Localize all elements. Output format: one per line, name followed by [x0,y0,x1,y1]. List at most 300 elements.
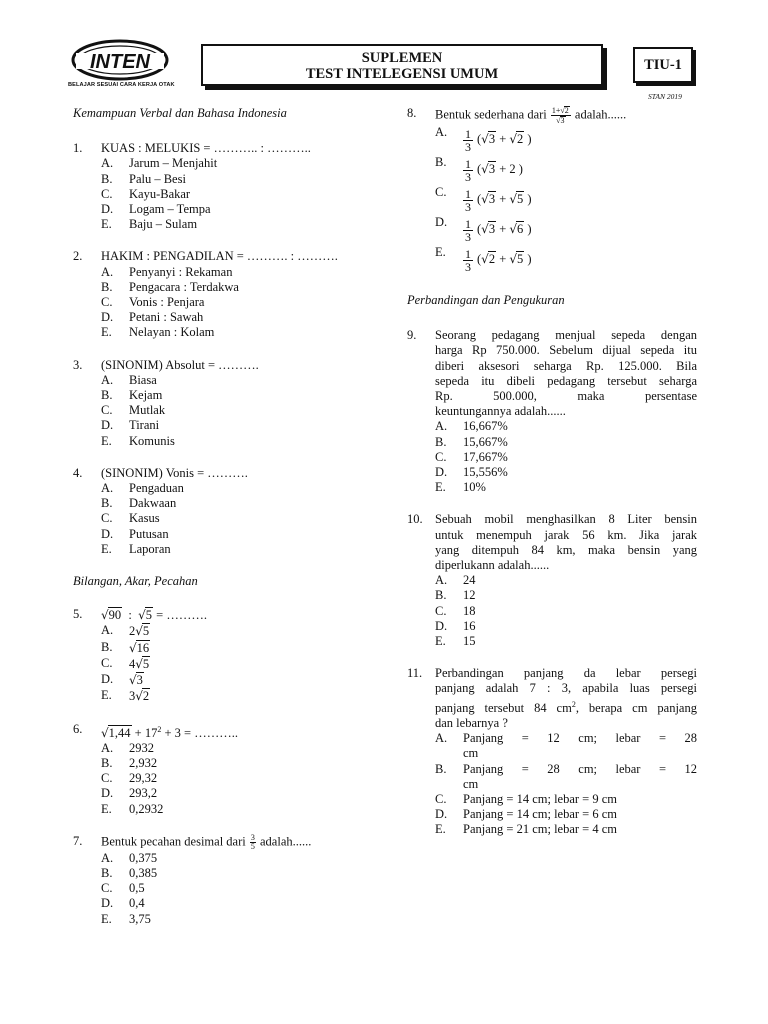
option-text: 2,932 [129,756,158,771]
numerator: 1 [465,247,471,261]
section-title-perbandingan: Perbandingan dan Pengukuran [407,293,565,307]
option-expression [129,624,150,638]
option-text: 0,5 [129,881,145,896]
radicand: 3 [488,222,496,237]
option-item [101,295,373,310]
option-item [101,373,373,388]
question-text-line: Perbandingan panjang da lebar persegi [435,666,697,681]
options-list [73,265,373,341]
option-text: Kejam [129,388,163,403]
radicand: 1,44 [108,725,131,740]
option-letter: B. [101,388,113,403]
option-item [435,155,697,185]
radicand: 2 [142,689,150,704]
fraction [250,834,256,851]
option-letter: A. [101,623,114,638]
option-item [435,762,697,792]
option-letter: C. [101,186,113,201]
option-item [101,403,373,418]
option-letter: C. [435,185,447,199]
option-letter: A. [101,740,114,755]
option-item [435,604,697,619]
option-letter: D. [101,418,114,433]
question-text-line: Rp. 500.000, maka persentase [435,389,697,404]
question-number: 11. [407,666,423,681]
option-letter: C. [101,771,113,786]
option-letter: C. [101,403,113,418]
sqrt-sign: √ [135,689,143,704]
option-letter: D. [435,807,448,822]
option-text: 0,2932 [129,801,164,816]
option-text-line: Panjang = 14 cm; lebar = 6 cm [463,807,617,822]
radicand: 2 [517,132,524,147]
option-text: 16,667% [463,419,508,434]
option-text: Logam – Tempa [129,202,211,217]
option-item [101,866,373,881]
option-letter: B. [435,155,447,169]
option-letter: E. [101,911,112,926]
option-expression: (√3 + √6 ) [477,222,532,237]
option-letter: E. [435,634,446,649]
sqrt-sign: √ [129,640,137,655]
question-text-last-line: dan lebarnya ? [435,716,508,731]
option-item [435,450,697,465]
option-letter: C. [101,881,113,896]
term: 2 [509,162,516,177]
option-text-line: Panjang = 21 cm; lebar = 4 cm [463,822,617,837]
option-letter: D. [101,310,114,325]
option-text: 0,385 [129,866,158,881]
denominator: 3 [465,140,471,154]
sqrt-sign: √ [129,673,137,688]
option-item [101,741,373,756]
sqrt-sign: √ [135,656,143,671]
option-text: 293,2 [129,786,158,801]
left-column [73,106,373,944]
option-letter: C. [101,295,113,310]
option-item [435,435,697,450]
option-expression: (√3 + 2 ) [477,162,523,177]
right-column [407,106,697,855]
radicand: 5 [517,192,524,207]
question-text: (SINONIM) Absolut = ………. [101,357,259,372]
numerator: 1 [465,157,471,171]
option-item [101,511,373,526]
option-text: 2932 [129,740,154,755]
question-text [435,328,697,404]
option-letter: C. [435,792,447,807]
option-item [101,187,373,202]
sqrt-sign: √ [135,624,143,639]
radicand: 3 [488,192,496,207]
option-item [101,623,373,639]
radicand: 6 [517,222,524,237]
options-list [407,419,697,495]
question-text-tail: adalah...... [574,107,627,122]
option-item [101,388,373,403]
question-text [435,666,697,696]
text-part: , berapa cm panjang [575,700,697,715]
question-number: 9. [407,328,417,343]
denominator: 3 [465,260,471,274]
option-text: Kayu-Bakar [129,186,191,201]
coefficient: 4 [129,656,136,671]
option-letter: D. [435,618,448,633]
question-text-line: Sebuah mobil menghasilkan 8 Liter bensin [435,512,697,527]
option-text: 29,32 [129,771,158,786]
option-text-line: Panjang = 28 cm; lebar = 12 [463,761,697,776]
option-letter: E. [101,801,112,816]
option-letter: A. [101,481,114,496]
option-letter: A. [101,264,114,279]
option-letter: A. [435,125,448,139]
question-number: 3. [73,357,83,372]
radicand: 3 [136,673,143,688]
option-text: Petani : Sawah [129,310,204,325]
sqrt-sign: √ [509,132,518,147]
option-text: Tirani [129,418,160,433]
option-letter: E. [101,433,112,448]
option-letter: B. [101,866,113,881]
option-item [101,202,373,217]
option-item [101,434,373,449]
option-text: Putusan [129,526,169,541]
option-letter: A. [101,156,114,171]
option-item [101,771,373,786]
question-number: 8. [407,106,417,120]
question-text-line: diberi aksesori seharga Rp. 125.000. Bila [435,358,697,373]
question-text-line: harga Rp 750.000. Sebelum dijual sepeda itu [435,343,697,358]
question-expression: $√1,44 + 17^2 + 3$ = ……….. [101,724,238,740]
option-text-line: Panjang = 12 cm; lebar = 28 [463,731,697,746]
option-text: Baju – Sulam [129,217,198,232]
sqrt-sign: √ [509,252,518,267]
option-item [435,619,697,634]
logo-text: INTEN [90,51,150,73]
option-text: 15,667% [463,434,508,449]
option-text: Laporan [129,541,171,556]
question-number: 10. [407,512,423,527]
option-letter: C. [101,655,113,670]
option-item [101,656,373,672]
option-expression [129,657,150,671]
title-line-2: TEST INTELEGENSI UMUM [305,66,499,82]
radicand: 5 [517,252,524,267]
option-item [435,588,697,603]
question-number: 1. [73,141,83,156]
fraction [463,158,473,183]
expression-tail: + 3 = ……….. [164,725,238,740]
option-expression: (√3 + √2 ) [477,132,532,147]
option-item [435,480,697,495]
colon: : [128,608,132,623]
option-expression: (√3 + √5 ) [477,192,532,207]
option-item [101,912,373,927]
option-text: 24 [463,573,476,588]
option-letter: A. [101,372,114,387]
stan-year: STAN 2019 [648,92,682,101]
question-text-last-line: keuntungannya adalah...... [435,404,566,419]
option-item [101,802,373,817]
question-11 [407,666,697,837]
option-item [101,217,373,232]
option-letter: B. [101,639,113,654]
option-text-line: Panjang = 14 cm; lebar = 9 cm [463,792,617,807]
option-letter: E. [435,245,446,259]
question-number: 5. [73,607,83,622]
option-item [435,792,697,807]
test-code-box: TIU-1 [633,47,693,83]
question-7 [73,834,373,927]
option-letter: E. [435,822,446,837]
option-letter: B. [101,496,113,511]
option-item [101,527,373,542]
denominator: 3 [465,230,471,244]
question-8 [407,106,697,275]
option-letter: A. [435,419,448,434]
question-text-line: untuk menempuh jarak 56 km. Jika jarak [435,527,697,542]
option-item [101,851,373,866]
sqrt-sign: √ [509,192,518,207]
question-number: 2. [73,249,83,264]
radicand: 5 [142,656,150,671]
option-text: Komunis [129,433,175,448]
option-item [101,881,373,896]
option-text: 15,556% [463,465,508,480]
question-text: Bentuk pecahan desimal dari [101,834,246,849]
options-list [73,741,373,817]
question-text-line: yang ditempuh 84 km, maka bensin yang [435,542,697,557]
sqrt-sign: √ [481,222,489,237]
option-text: Mutlak [129,403,166,418]
option-item [435,419,697,434]
option-letter: A. [101,850,114,865]
numerator-prefix: 1+ [551,106,561,115]
expression-mid: + 17 [134,725,158,740]
option-text: 12 [463,588,476,603]
question-10 [407,512,697,649]
radicand: 5 [145,608,153,623]
numerator: 1 [465,217,471,231]
options-list [73,156,373,232]
option-text: Nelayan : Kolam [129,325,215,340]
option-item [435,215,697,245]
question-expression: √90 : √5 = ………. [101,608,207,623]
expression-tail: = ………. [156,608,207,623]
logo-tagline: BELAJAR SESUAI CARA KERJA OTAK [68,82,175,88]
option-text: Penyanyi : Rekaman [129,264,233,279]
title-line-1: SUPLEMEN [361,50,443,66]
option-text: 18 [463,603,476,618]
option-item [101,496,373,511]
option-item [435,245,697,275]
options-list [73,481,373,557]
option-letter: B. [435,434,447,449]
option-text: Dakwaan [129,496,177,511]
numerator: 1 [465,127,471,141]
question-text: KUAS : MELUKIS = ……….. : ……….. [101,141,311,156]
question-text-line: sepeda itu dibeli pedagang tersebut seharga [435,373,697,388]
option-text: 3,75 [129,911,151,926]
option-text-line: cm [463,746,479,761]
option-letter: C. [435,449,447,464]
option-item [101,542,373,557]
option-text: Jarum – Menjahit [129,156,218,171]
option-text: Pengacara : Terdakwa [129,279,239,294]
question-4 [73,466,373,557]
option-letter: E. [101,688,112,703]
section-title-verbal: Kemampuan Verbal dan Bahasa Indonesia [73,106,287,120]
option-letter: C. [435,603,447,618]
radicand: 16 [136,640,150,655]
option-text: 15 [463,634,476,649]
radicand: 2 [564,106,569,115]
question-text: (SINONIM) Vonis = ………. [101,465,248,480]
fraction [463,188,473,213]
option-text-line: cm [463,776,479,791]
option-letter: C. [101,511,113,526]
question-text-last-line: diperlukann adalah...... [435,558,550,573]
denominator: 3 [465,170,471,184]
options-list [407,573,697,649]
option-letter: A. [435,731,448,746]
options-list [73,623,373,704]
sqrt-sign: √ [509,222,518,237]
option-item [435,634,697,649]
question-3 [73,358,373,449]
sqrt-sign: √ [481,252,489,267]
option-item [435,822,697,837]
option-item [101,786,373,801]
coefficient: 3 [129,689,136,704]
option-letter: D. [435,465,448,480]
radicand: 90 [108,608,122,623]
option-item [435,573,697,588]
option-item [435,185,697,215]
option-letter: B. [101,756,113,771]
radicand: 3 [560,116,565,125]
question-1 [73,141,373,232]
sqrt-sign: √ [481,132,489,147]
question-text-line-3 [435,697,697,716]
option-text: 0,4 [129,896,145,911]
option-item [435,465,697,480]
option-item [101,280,373,295]
option-letter: B. [435,761,447,776]
fraction [463,218,473,243]
question-number: 7. [73,833,83,848]
fraction [463,128,473,153]
radicand: 5 [142,624,150,639]
text-part: panjang tersebut 84 cm [435,700,572,715]
option-item [101,325,373,340]
numerator: 3 [250,832,255,842]
option-text: Vonis : Penjara [129,295,205,310]
sqrt-sign: √ [481,192,489,207]
exponent: 2 [157,724,162,734]
option-letter: B. [101,171,113,186]
option-expression [129,641,150,655]
option-expression [129,673,144,687]
option-item [435,807,697,822]
question-2 [73,249,373,340]
option-text: 0,375 [129,850,158,865]
question-5 [73,607,373,704]
option-expression: (√2 + √5 ) [477,252,532,267]
option-text: Biasa [129,372,157,387]
option-item [435,731,697,761]
option-text: 17,667% [463,449,508,464]
option-text: 16 [463,618,476,633]
option-item [101,756,373,771]
option-item [101,672,373,688]
option-letter: E. [435,480,446,495]
question-number: 6. [73,721,83,736]
radicand: 3 [488,162,496,177]
page-header [0,0,768,104]
option-letter: E. [101,541,112,556]
question-text-line: panjang adalah 7 : 3, apabila luas persegi [435,681,697,696]
question-9 [407,328,697,495]
option-text: Kasus [129,511,160,526]
option-letter: D. [101,672,114,687]
question-text: Bentuk sederhana dari [435,107,547,122]
option-item [101,481,373,496]
option-expression [129,689,150,703]
option-item [435,125,697,155]
option-letter: D. [101,202,114,217]
radicand: 2 [488,252,496,267]
option-letter: D. [101,896,114,911]
question-text-tail: adalah...... [260,834,312,849]
question-text-line: Seorang pedagang menjual sepeda dengan [435,328,697,343]
section-title-bilangan: Bilangan, Akar, Pecahan [73,574,198,589]
question-text [435,512,697,558]
option-text: 10% [463,480,486,495]
radicand: 3 [488,132,496,147]
option-item [101,896,373,911]
option-letter: D. [101,786,114,801]
option-text: Palu – Besi [129,171,186,186]
option-letter: E. [101,217,112,232]
option-text: Pengaduan [129,481,184,496]
options-list [73,373,373,449]
question-6 [73,722,373,817]
option-item [101,156,373,171]
option-letter: B. [435,588,447,603]
fraction [463,248,473,273]
option-letter: D. [101,526,114,541]
denominator: 3 [465,200,471,214]
option-letter: B. [101,279,113,294]
title-box [201,44,603,86]
option-item [101,310,373,325]
option-item [101,265,373,280]
options-list [407,731,697,837]
coefficient: 2 [129,624,136,639]
superscript: 2 [571,699,576,709]
sqrt-sign: √ [481,162,489,177]
fraction: $\frac{1+√2}{√3}$ [551,106,569,125]
option-letter: A. [435,573,448,588]
options-list [73,851,373,927]
denominator: 5 [250,841,255,851]
option-item [101,418,373,433]
option-letter: E. [101,325,112,340]
options-list [407,125,697,275]
option-item [101,172,373,187]
option-item [101,688,373,704]
